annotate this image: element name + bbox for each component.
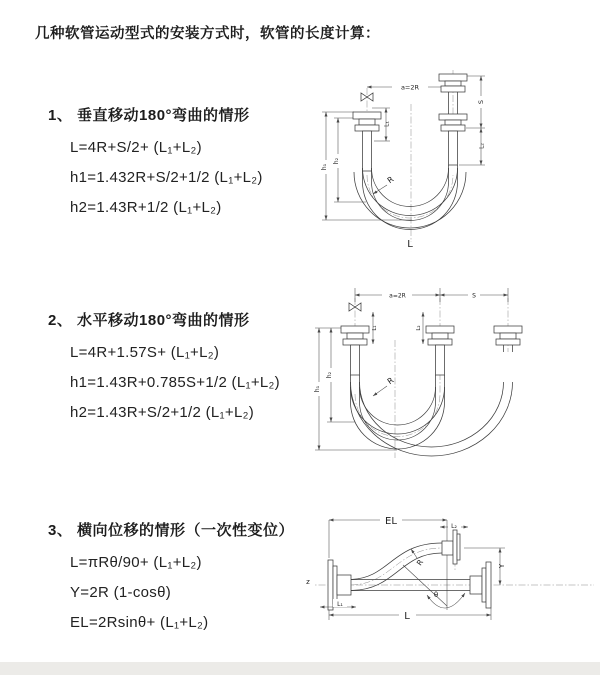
dim-label-l1: L₁ (337, 601, 343, 608)
section-horizontal-bend (48, 309, 280, 428)
radius-label: R (385, 375, 396, 387)
section-1-formulas (48, 133, 263, 223)
length-label: L (407, 239, 413, 250)
braided-hose-section (351, 345, 360, 375)
dim-label-a-2r: a=2R (400, 83, 420, 92)
dim-label-l2: L₂ (451, 523, 457, 530)
section-lateral-displacement (48, 519, 294, 638)
braided-hose-section (449, 131, 458, 165)
section-2-formulas (48, 338, 280, 428)
dim-label-h2: h₂ (333, 157, 340, 165)
diagram-lateral-displacement (300, 498, 600, 643)
section-1-heading: 1、 垂直移动180°弯曲的情形 (48, 107, 250, 124)
section-3-heading: 3、 横向位移的情形（一次性变位） (48, 522, 295, 539)
dim-label-a-2r: a=2R (389, 292, 406, 300)
dim-label-h1: h₁ (314, 385, 321, 393)
braided-hose-section (436, 345, 445, 375)
page-title: 几种软管运动型式的安装方式时，软管的长度计算： (35, 26, 380, 42)
formula-line: EL=2Rsinθ+ (L₁+L₂) (70, 614, 209, 631)
diagram-horizontal-bend (305, 282, 600, 467)
radius-label: R (385, 174, 396, 186)
formula-line: L=πRθ/90+ (L₁+L₂) (70, 554, 202, 571)
formula-line: L=4R+S/2+ (L₁+L₂) (70, 139, 202, 156)
section-3-formulas (48, 548, 294, 638)
formula-line: h2=1.43R+S/2+1/2 (L₁+L₂) (70, 404, 255, 421)
dim-label-l2: L₂ (478, 143, 486, 149)
formula-line: Y=2R (1-cosθ) (70, 584, 172, 601)
angle-label: θ (433, 591, 439, 599)
page-bottom-band (0, 662, 600, 675)
axis-label-z: z (306, 578, 310, 586)
section-2-heading: 2、 水平移动180°弯曲的情形 (48, 312, 250, 329)
radius-label: R (414, 557, 426, 568)
dim-label-h2: h₂ (326, 371, 333, 379)
formula-line: L=4R+1.57S+ (L₁+L₂) (70, 344, 220, 361)
formula-line: h2=1.43R+1/2 (L₁+L₂) (70, 199, 222, 216)
dim-label-l1: L₁ (383, 121, 391, 127)
section-vertical-bend (48, 104, 263, 223)
dim-label-s: S (472, 292, 476, 300)
formula-line: h1=1.43R+0.785S+1/2 (L₁+L₂) (70, 374, 280, 391)
valve-icon (361, 93, 367, 101)
valve-icon (349, 303, 355, 311)
dim-label-l1: L₁ (372, 325, 378, 331)
braided-hose-section (363, 131, 372, 171)
dim-label-h1: h₁ (321, 163, 328, 171)
dim-label-l2: L₂ (416, 325, 422, 331)
formula-line: h1=1.432R+S/2+1/2 (L₁+L₂) (70, 169, 263, 186)
diagram-vertical-bend (308, 68, 598, 258)
length-label: L (404, 611, 410, 622)
dim-label-y: Y (498, 563, 506, 569)
dim-label-el: EL (385, 516, 397, 527)
dim-label-s: S (477, 99, 485, 105)
